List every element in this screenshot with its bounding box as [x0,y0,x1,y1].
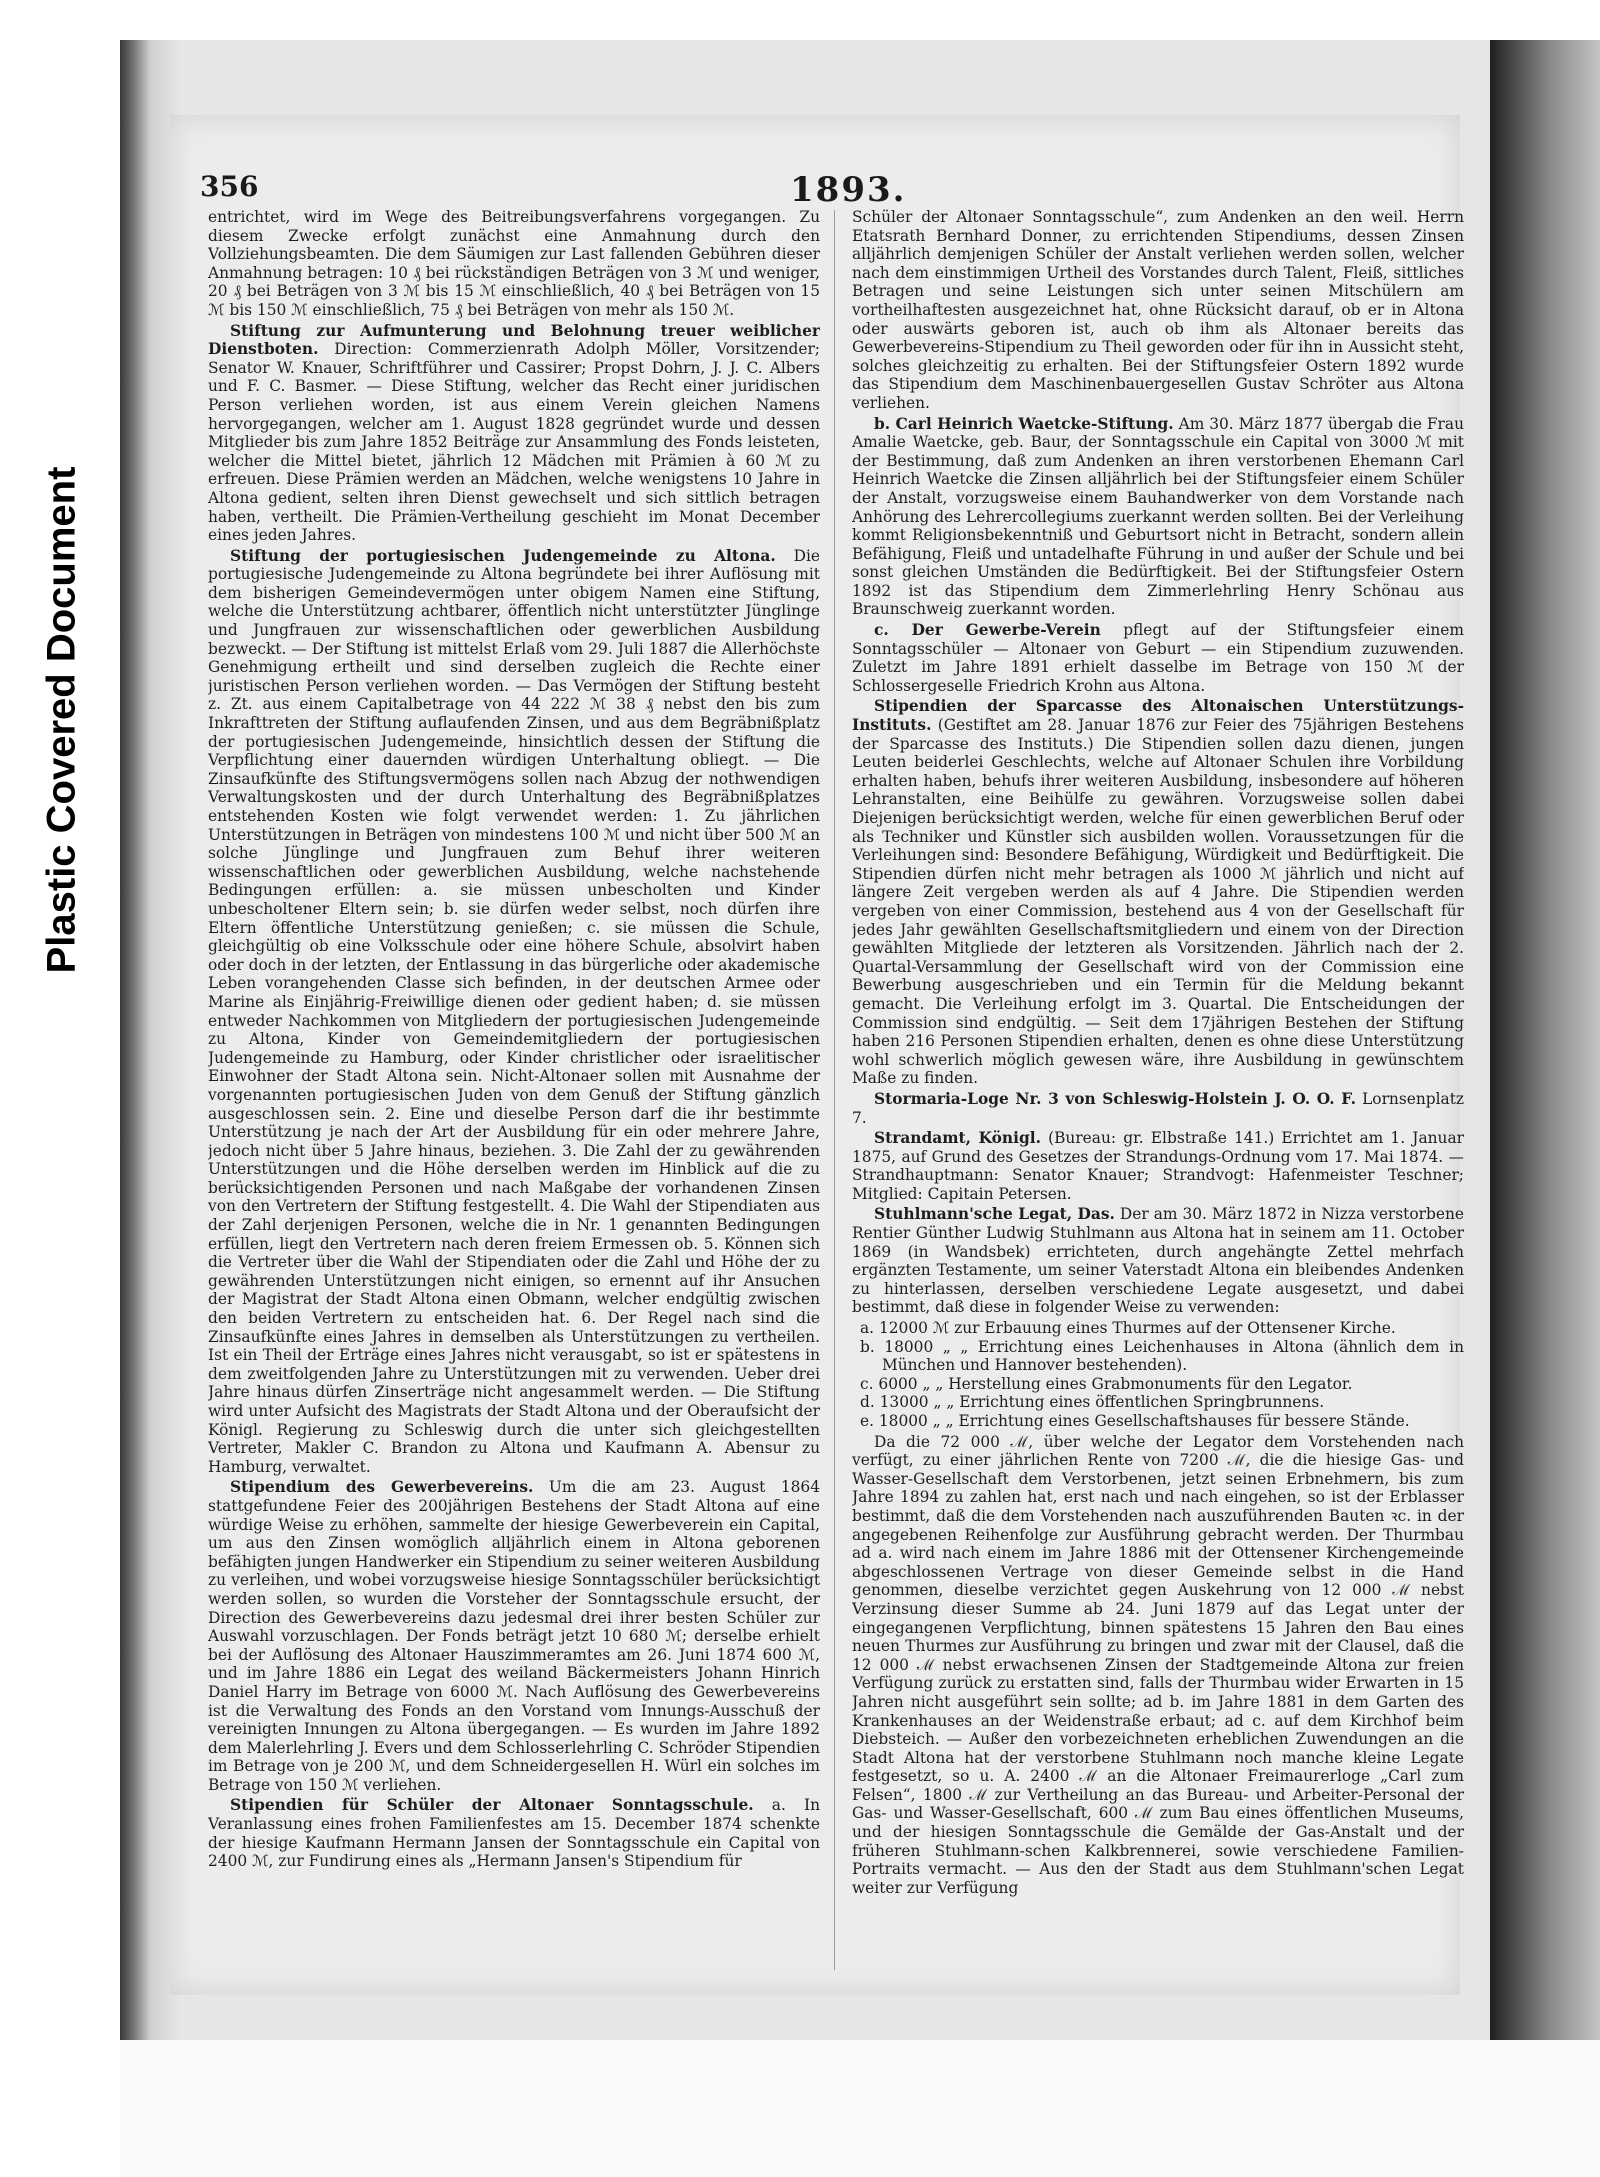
legacy-list [852,1319,1464,1431]
entry [208,547,820,1477]
entry [208,1478,820,1794]
side-strip [0,0,120,2177]
entry-text: pflegt auf der Stiftungsfeier einem Sonntagsschüler — Altonaer von Geburt — ein Stipendium zuzuwenden. Zuletzt im Jahre 1891 erhielt dasselbe im Betrage von 150 ℳ der Schlossergeselle Friedrich Krohn aus Altona. [852,621,1464,695]
column-divider [834,210,835,1970]
entry-text: a. In Veranlassung eines frohen Familienfestes am 15. December 1874 schenkte der hiesige Kaufmann Hermann Jansen der Sonntagsschule ein Capital von 2400 ℳ, zur Fundirung eines als „Hermann Jansen's Stipendium für [208,1796,820,1871]
entry-title: Stuhlmann'sche Legat, Das. [874,1205,1115,1224]
plastic-covered-label: Plastic Covered Document [39,466,84,974]
paragraph: Schüler der Altonaer Sonntagsschule“, zum Andenken an den weil. Herrn Etatsrath Bernhard Donner, zu errichtenden Stipendiums, dessen Zinsen alljährlich demjenigen Schüler der Anstalt verliehen werden sollen, welcher nach dem einstimmigen Urtheil des Vorstandes durch Talent, Fleiß, sittliches Betragen und seine Leistungen sich unter seinen Mitschülern am vortheilhaftesten ausgezeichnet hat, ohne Rücksicht darauf, ob er in Altona oder auswärts geboren ist, auch ob ihm als Altonaer bereits das Gewerbevereins-Stipendium zu Theil geworden oder für ihn in Aussicht steht, solches gleichzeitig zu erhalten. Bei der Stiftungsfeier Ostern 1892 wurde das Stipendium dem Maschinenbauergesellen Gustav Schröter aus Altona verliehen. [852,208,1464,412]
entry [208,322,820,545]
entry-text: (Bureau: gr. Elbstraße 141.) Errichtet am 1. Januar 1875, auf Grund des Gesetzes der Strandungs-Ordnung vom 17. Mai 1874. — Strandhauptmann: Senator Knauer; Strandvogt: Hafenmeister Teschner; Mitglied: Capitain Petersen. [852,1129,1464,1203]
entry [208,1796,820,1870]
entry-text: Direction: Commerzienrath Adolph Möller, Vorsitzender; Senator W. Knauer, Schriftführer und Cassirer; Propst Dohrn, J. J. C. Albers und F. C. Basmer. — Diese Stiftung, welcher das Recht einer juridischen Person verliehen worden, ist aus einem Verein gleichen Namens hervorgegangen, welcher am 1. August 1828 gegründet wurde und dessen Mitglieder bis zum Jahre 1852 Beiträge zur Ansammlung des Fonds leisteten, welcher die Mittel bietet, jährlich 12 Mädchen mit Prämien à 60 ℳ zu erfreuen. Diese Prämien werden an Mädchen, welche wenigstens 10 Jahre in Altona gedient, selten ihren Dienst gewechselt und sich sittlich betragen haben, vertheilt. Die Prämien-Vertheilung geschieht im Monat December eines jeden Jahres. [208,340,820,545]
entry [852,1205,1464,1317]
entry-title: Stipendien für Schüler der Altonaer Sonntagsschule. [230,1796,754,1815]
entry-text: Die portugiesische Judengemeinde zu Altona begründete bei ihrer Auflösung mit dem bisherigen Gemeindevermögen unter obigem Namen eine Stiftung, welche die Unterstützung achtbarer, öffentlich nicht unterstützter Jünglinge und Jungfrauen zur wissenschaftlichen oder gewerblichen Ausbildung bezweckt. — Der Stiftung ist mittelst Erlaß vom 29. Juli 1887 die Allerhöchste Genehmigung ertheilt und sind derselben zugleich die Rechte einer juristischen Person verliehen worden. — Das Vermögen der Stiftung besteht z. Zt. aus einem Capitalbetrage von 44 222 ℳ 38 ₰ nebst den bis zum Inkrafttreten der Stiftung auflaufenden Zinsen, und aus dem Begräbnißplatz der portugiesischen Judengemeinde, hinsichtlich dessen der Stiftung die Verpflichtung einer dauernden würdigen Unterhaltung obliegt. — Die Zinsaufkünfte des Stiftungsvermögens sollen nach Abzug der nothwendigen Verwaltungskosten und der durch Unterhaltung des Begräbnißplatzes entstehenden Kosten wie folgt verwendet werden: 1. Zu jährlichen Unterstützungen in Beträgen von mindestens 100 ℳ und nicht über 500 ℳ an solche Jünglinge und Jungfrauen zum Behuf ihrer weiteren wissenschaftlichen oder gewerblichen Ausbildung, welche nachstehende Bedingungen erfüllen: a. sie müssen unbescholten und Kinder unbescholtener Eltern sein; b. sie dürfen weder selbst, noch dürfen ihre Eltern öffentliche Unterstützung genießen; c. sie müssen die Schule, gleichgültig ob eine Volksschule oder eine höhere Schule, absolvirt haben oder doch in der letzten, der Entlassung in das bürgerliche oder akademische Leben vorangehenden Classe sich befinden, in der deutschen Armee oder Marine als Einjährig-Freiwillige dienen oder gedient haben; d. sie müssen entweder Nachkommen von Mitgliedern der portugiesischen Judengemeinde zu Altona, Kinder von Gemeindemitgliedern der portugiesischen Judengemeinde zu Hamburg, oder Kinder christlicher oder israelitischer Einwohner der Stadt Altona sein. Nicht-Altonaer sollen mit Ausnahme der vorgenannten portugiesischen Juden von dem Genuß der Stiftung gänzlich ausgeschlossen sein. 2. Eine und dieselbe Person darf die ihr bestimmte Unterstützung je nach der Art der Ausbildung für ein oder mehrere Jahre, jedoch nicht über 5 Jahre hinaus, beziehen. 3. Die Zahl der zu gewährenden Unterstützungen und die Höhe derselben werden im Hinblick auf die zu berücksichtigenden Personen und nach Maßgabe der vorhandenen Zinsen von den Vertretern der Stiftung festgestellt. 4. Die Wahl der Stipendiaten aus der Zahl derjenigen Personen, welche die in Nr. 1 genannten Bedingungen erfüllen, liegt den Vertretern nach deren freiem Ermessen ob. 5. Können sich die Vertreter über die Wahl der Stipendiaten oder die Zahl und Höhe der zu gewährenden Unterstützungen nicht einigen, so ernennt auf ihr Ansuchen der Magistrat der Stadt Altona einen Obmann, welcher endgültig zwischen den beiden Vertretern zu entscheiden hat. 6. Der Regel nach sind die Zinsaufkünfte eines Jahres in demselben als Unterstützungen zu vertheilen. Ist ein Theil der Erträge eines Jahres nicht verausgabt, so ist er spätestens in dem zweitfolgenden Jahre zu Unterstützungen mit zu verwenden. Ueber drei Jahre hinaus dürfen Zinserträge nicht angesammelt werden. — Die Stiftung wird unter Aufsicht des Magistrats der Stadt Altona und der Oberaufsicht der Königl. Regierung zu Schleswig durch die unter sich gleichgestellten Vertreter, Makler C. Brandon zu Altona und Kaufmann A. Abensur zu Hamburg, verwaltet. [208,546,820,1476]
list-item: a. 12000 ℳ zur Erbauung eines Thurmes auf der Ottensener Kirche. [860,1319,1396,1338]
book-binding-edge [1490,40,1600,2040]
entry-title: c. Der Gewerbe-Verein [874,621,1101,640]
entry-title: Stormaria-Loge Nr. 3 von Schleswig-Holstein J. O. O. F. [874,1089,1356,1108]
page-number: 356 [200,170,259,203]
entry [852,697,1464,1087]
paragraph: entrichtet, wird im Wege des Beitreibungsverfahrens vorgegangen. Zu diesem Zwecke erfolgt zunächst eine Anmahnung durch den Vollziehungsbeamten. Die dem Säumigen zur Last fallenden Gebühren dieser Anmahnung betragen: 10 ₰ bei rückständigen Beträgen von 3 ℳ und weniger, 20 ₰ bei Beträgen von 3 ℳ bis 15 ℳ einschließlich, 40 ₰ bei Beträgen von 15 ℳ bis 150 ℳ einschließlich, 75 ₰ bei Beträgen von mehr als 150 ℳ. [208,208,820,319]
entry-title: Strandamt, Königl. [874,1129,1041,1148]
entry-text: Lornsenplatz 7. [852,1089,1464,1127]
entry-text: Um die am 23. August 1864 stattgefundene Feier des 200jährigen Bestehens der Stadt Altona auf eine würdige Weise zu erhöhen, sammelte der hiesige Gewerbeverein ein Capital, um aus den Zinsen womöglich alljährlich einem in Altona geborenen befähigten jungen Handwerker ein Stipendium zu seiner weiteren Ausbildung zu verleihen, und wobei vorzugsweise hiesige Sonntagsschüler berücksichtigt werden sollen, so wurden die Vorsteher der Sonntagsschule ersucht, der Direction des Gewerbevereins dazu jedesmal drei ihrer besten Schüler zur Auswahl vorzuschlagen. Der Fonds beträgt jetzt 10 680 ℳ; derselbe erhielt bei der Auflösung des Altonaer Hauszimmeramtes am 26. Juni 1874 600 ℳ, und im Jahre 1886 ein Legat des weiland Bäckermeisters Johann Hinrich Daniel Harry im Betrage von 6000 ℳ. Nach Auflösung des Gewerbevereins ist die Verwaltung des Fonds an den Vorstand vom Innungs-Ausschuß der vereinigten Innungen zu Altona übergegangen. — Es wurden im Jahre 1892 dem Malerlehrling J. Evers und dem Schlosserlehrling C. Schröder Stipendien im Betrage von je 200 ℳ, und dem Schneidergesellen H. Würl ein solches im Betrage von 150 ℳ verliehen. [208,1478,820,1794]
scan-margin-bottom [120,2040,1600,2177]
right-column [852,208,1464,1978]
entry [852,1129,1464,1203]
entry-title: Stipendium des Gewerbevereins. [230,1478,534,1497]
entry [852,621,1464,695]
entry-title: Stipendien der Sparcasse des Altonaischen Unterstützungs-Instituts. [852,697,1464,735]
list-item: b. 18000 „ „ Errichtung eines Leichenhauses in Altona (ähnlich dem in München und Hannover bestehenden). [860,1337,1464,1375]
entry-title: Stiftung der portugiesischen Judengemeinde zu Altona. [230,546,776,565]
list-item: d. 13000 „ „ Errichtung eines öffentlichen Springbrunnens. [860,1393,1325,1412]
list-item: e. 18000 „ „ Errichtung eines Gesellschaftshauses für bessere Stände. [860,1412,1410,1430]
list-item: c. 6000 „ „ Herstellung eines Grabmonuments für den Legator. [860,1374,1353,1393]
entry-text: Am 30. März 1877 übergab die Frau Amalie Waetcke, geb. Baur, der Sonntagsschule ein Capital von 3000 ℳ mit der Bestimmung, daß zum Andenken an ihren verstorbenen Ehemann Carl Heinrich Waetcke die Zinsen alljährlich bei der Stiftungsfeier einem Schüler der Anstalt, vorzugsweise einem Bauhandwerker von dem Vorstande nach Anhörung des Lehrercollegiums zuerkannt werden sollten. Bei der Verleihung kommt Religionsbekenntniß und Geburtsort nicht in Betracht, sondern allein Befähigung, Fleiß und untadelhafte Führung in und außer der Schule und bei sonst gleichen Umständen die Bedürftigkeit. Bei der Stiftungsfeier Ostern 1892 ist das Stipendium dem Zimmerlehrling Henry Schönau aus Braunschweig zuerkannt worden. [852,414,1464,619]
entry [852,415,1464,620]
entry-title: Stiftung zur Aufmunterung und Belohnung treuer weiblicher Dienstboten. [208,321,820,359]
paragraph: Da die 72 000 ℳ, über welche der Legator dem Vorstehenden nach verfügt, zu einer jährlichen Rente von 7200 ℳ, die die hiesige Gas- und Wasser-Gesellschaft dem Verstorbenen, jetzt seinen Erbnehmern, bis zum Jahre 1894 zu zahlen hat, erst nach und nach eingehen, so ist der Erblasser bestimmt, daß die dem Vorstehenden nach auszuführenden Bauten ꝛc. in der angegebenen Reihenfolge zur Ausführung gebracht werden. Der Thurmbau ad a. wird nach einem im Jahre 1886 mit der Ottensener Kirchengemeinde abgeschlossenen Vertrage von dieser Gemeinde selbst in die Hand genommen, dieselbe verzichtet gegen Auskehrung von 12 000 ℳ nebst Verzinsung dieser Summe ab 24. Juni 1879 auf das Legat unter der eingegangenen Verpflichtung, binnen spätestens 15 Jahren den Bau eines neuen Thurmes zur Ausführung zu bringen und zwar mit der Clausel, daß die 12 000 ℳ nebst erwachsenen Zinsen der Stadtgemeinde Altona zur freien Verfügung zurück zu erstatten sind, falls der Thurmbau wider Erwarten in 15 Jahren nicht ausgeführt sein sollte; ad b. im Jahre 1881 in dem Garten des Krankenhauses an der Weidenstraße erbaut; ad c. auf dem Kirchhof beim Diebsteich. — Außer den vorbezeichneten erheblichen Zuwendungen an die Stadt Altona hat der verstorbene Stuhlmann noch manche kleine Legate festgesetzt, so u. A. 2400 ℳ an die Altonaer Freimaurerloge „Carl zum Felsen“, 1800 ℳ zur Vertheilung an das Bureau- und Arbeiter-Personal der Gas- und Wasser-Gesellschaft, 600 ℳ zum Bau eines öffentlichen Museums, und der hiesigen Sonntagsschule die Gemälde der Gas-Anstalt und der früheren Stuhlmann-schen Kalkbrennerei, sowie verschiedene Familien-Portraits vermacht. — Aus den der Stadt aus dem Stuhlmann'schen Legat weiter zur Verfügung [852,1432,1464,1897]
entry-text: (Gestiftet am 28. Januar 1876 zur Feier des 75jährigen Bestehens der Sparcasse des Instituts.) Die Stipendien sollen dazu dienen, jungen Leuten beiderlei Geschlechts, welche auf Altonaer Schulen ihre Vorbildung erhalten haben, behufs ihrer weiteren Ausbildung, insbesondere auf höheren Lehranstalten, eine Beihülfe zu gewähren. Vorzugsweise sollen dabei Diejenigen berücksichtigt werden, welche für einen gewerblichen Beruf oder als Techniker und Künstler sich ausbilden wollen. Voraussetzungen für die Verleihungen sind: Besondere Befähigung, Würdigkeit und Bedürftigkeit. Die Stipendien dürfen nicht mehr betragen als 1000 ℳ jährlich und nicht auf längere Zeit vergeben werden als auf 4 Jahre. Die Stipendien werden vergeben von einer Commission, bestehend aus 4 von der Gesellschaft für jedes Jahr gewählten Gesellschaftsmitgliedern und einem von der Direction gewählten Mitgliede der letzteren als Vorsitzenden. Jährlich nach der 2. Quartal-Versammlung der Gesellschaft wird von der Commission eine Bewerbung ausgeschrieben und ein Termin für die Meldung bekannt gemacht. Die Verleihung erfolgt im 3. Quartal. Die Entscheidungen der Commission sind endgültig. — Seit dem 17jährigen Bestehen der Stiftung haben 216 Personen Stipendien erhalten, denen es ohne diese Unterstützung wohl schwerlich möglich gewesen wäre, ihre Ausbildung in gewünschtem Maße zu finden. [852,716,1464,1088]
entry [852,1090,1464,1127]
left-column [208,208,820,1978]
entry-title: b. Carl Heinrich Waetcke-Stiftung. [874,414,1174,433]
page-year: 1893. [790,170,907,210]
entry-text: Der am 30. März 1872 in Nizza verstorbene Rentier Günther Ludwig Stuhlmann aus Altona hat in seinem am 11. October 1869 (in Wandsbek) errichteten, durch angehängte Zettel mehrfach ergänzten Testamente, um seiner Vaterstadt Altona ein bleibendes Andenken zu hinterlassen, derselben verschiedene Legate ausgesetzt, und dabei bestimmt, daß diese in folgender Weise zu verwenden: [852,1205,1464,1317]
